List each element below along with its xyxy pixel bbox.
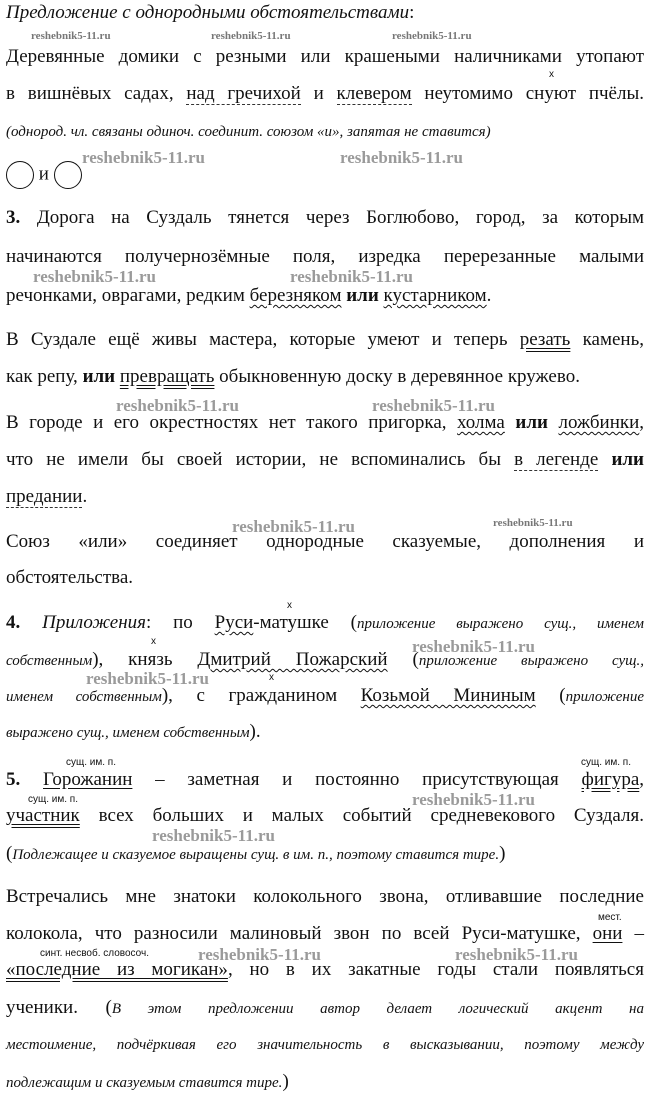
text: в вишнёвых садах,: [6, 83, 187, 104]
note: собственным: [6, 653, 93, 669]
text: колокола, что разносили малиновый звон по всей Руси-матушке,: [6, 923, 593, 944]
sec3-line-7: [6, 449, 644, 471]
sentence-1-line-2: [6, 83, 644, 105]
text: ): [282, 1071, 289, 1092]
appositive: Руси: [214, 612, 254, 633]
text: В городе и его окрестностях нет такого пригорка,: [6, 412, 458, 433]
marker-x: x: [269, 672, 274, 683]
marker-phrase: синт. несвоб. словосоч.: [40, 948, 149, 959]
text: : по: [145, 612, 215, 633]
appositive: Дмитрий Пожарский: [197, 649, 388, 670]
sec4-line-1: [6, 612, 644, 635]
homogeneous-predicate: резать: [519, 329, 571, 350]
conjunction: или: [611, 449, 644, 470]
conjunction: или: [346, 285, 379, 306]
watermark: reshebnik5-11.ru: [412, 637, 535, 656]
text: ), с гражданином: [161, 685, 361, 706]
section-1-heading: [6, 2, 414, 24]
watermark: reshebnik5-11.ru: [455, 945, 578, 964]
predicate: фигура: [581, 769, 640, 790]
section-1-title: Предложение с однородными обстоятельствами: [6, 2, 410, 23]
text: – заметная и постоянно присутствующая: [132, 769, 582, 790]
sec5-note: [6, 843, 505, 866]
section-4-number: 4.: [6, 612, 21, 633]
predicate: «последние из могикан»: [6, 959, 228, 980]
schema: [6, 161, 82, 189]
note: подлежащим и сказуемым ставится тире.: [6, 1075, 283, 1091]
watermark: reshebnik5-11.ru: [33, 267, 156, 286]
sec3-line-8: [6, 486, 87, 508]
watermark: reshebnik5-11.ru: [493, 517, 573, 529]
text: -матушке (: [253, 612, 358, 633]
text: речонками, оврагами, редким: [6, 285, 250, 306]
text: [598, 449, 611, 470]
sec5-line-5: [6, 923, 644, 945]
watermark: reshebnik5-11.ru: [211, 30, 291, 42]
sec5-line-9: [6, 1071, 289, 1094]
marker-x: x: [151, 636, 156, 647]
text: ученики. (: [6, 997, 112, 1018]
text: обыкновенную доску в деревянное кружево.: [214, 366, 580, 387]
note: приложение выражено сущ., именем: [357, 616, 644, 632]
marker-noun-nom: сущ. им. п.: [28, 794, 78, 805]
marker-noun-nom: сущ. им. п.: [581, 757, 631, 768]
section-4-title: Приложения: [42, 612, 146, 633]
homogeneous-adverbial: предании: [6, 486, 83, 507]
homogeneous-predicate: превращать: [119, 366, 215, 387]
note: выражено сущ., именем собственным: [6, 725, 250, 741]
homogeneous-object: березняком: [249, 285, 342, 306]
watermark: reshebnik5-11.ru: [82, 148, 205, 167]
sec3-line-6: [6, 412, 644, 434]
text: , но в их закатные годы стали появляться: [227, 959, 644, 980]
homogeneous-adverbial: клевером: [336, 83, 412, 104]
text: ,: [639, 769, 645, 790]
sec3-line-1: [6, 207, 644, 229]
text: всех больших и малых событий средневекового Суздаля.: [79, 805, 644, 826]
text: ).: [249, 721, 261, 742]
sec5-line-7: [6, 997, 644, 1020]
sec3-line-5: [6, 366, 580, 388]
marker-x: x: [287, 600, 292, 611]
note: именем собственным: [6, 689, 162, 705]
schema-conjunction: и: [38, 163, 49, 185]
note: В этом предложении автор делает логический акцент на: [111, 1001, 644, 1017]
note: приложение: [565, 689, 644, 705]
conjunction: или: [82, 366, 116, 387]
text: и: [300, 83, 337, 104]
watermark: reshebnik5-11.ru: [31, 30, 111, 42]
subject: Горожанин: [43, 769, 133, 790]
sec4-line-3: [6, 685, 644, 708]
watermark: reshebnik5-11.ru: [198, 945, 321, 964]
sec5-line-1: [6, 769, 644, 791]
predicate: участник: [6, 805, 80, 826]
text: В Суздале ещё живы мастера, которые умеют и теперь: [6, 329, 520, 350]
watermark: reshebnik5-11.ru: [152, 826, 275, 845]
text: (: [387, 649, 419, 670]
marker-x: x: [549, 69, 554, 80]
conjunction: или: [515, 412, 548, 433]
text: как репу,: [6, 366, 83, 387]
marker-pronoun: мест.: [598, 912, 622, 923]
text: неутомимо снуют пчёлы.: [411, 83, 644, 104]
subject: они: [592, 923, 623, 944]
text: ): [499, 843, 506, 864]
watermark: reshebnik5-11.ru: [340, 148, 463, 167]
sec5-line-4: Встречались мне знатоки колокольного звона, отливавшие последние: [6, 886, 644, 907]
watermark: reshebnik5-11.ru: [232, 517, 355, 536]
sentence-1-line-1: Деревянные домики с резными или крашеными наличниками утопают: [6, 46, 644, 67]
watermark: reshebnik5-11.ru: [412, 790, 535, 809]
homogeneous-adverbial: в легенде: [514, 449, 599, 470]
sec5-line-6: [6, 959, 644, 981]
watermark: reshebnik5-11.ru: [392, 30, 472, 42]
text: ,: [639, 412, 645, 433]
text: (: [6, 843, 13, 864]
sec3-line-4: [6, 329, 644, 351]
text: Дорога на Суздаль тянется через Боглюбово, город, за которым: [20, 207, 644, 228]
sec3-conclusion-line-1: Союз «или» соединяет однородные сказуемые, дополнения и: [6, 531, 644, 552]
marker-noun-nom: сущ. им. п.: [66, 757, 116, 768]
text: [505, 412, 516, 433]
note: Подлежащее и сказуемое выращены сущ. в им. п., поэтому ставится тире.: [12, 847, 500, 863]
homogeneous-object: ложбинки: [558, 412, 640, 433]
text: –: [622, 923, 644, 944]
homogeneous-adverbial: над гречихой: [186, 83, 301, 104]
watermark: reshebnik5-11.ru: [290, 267, 413, 286]
text: (: [535, 685, 566, 706]
sentence-1-note: (однород. чл. связаны одиноч. соединит. союзом «и», запятая не ставится): [6, 124, 491, 140]
sec3-conclusion-line-2: обстоятельства.: [6, 567, 134, 588]
text: [20, 769, 43, 790]
homogeneous-object: кустарником: [383, 285, 487, 306]
text: ), князь: [92, 649, 198, 670]
watermark: reshebnik5-11.ru: [86, 669, 209, 688]
sec5-line-2: [6, 805, 644, 827]
circle-icon: [54, 161, 82, 189]
colon: :: [409, 2, 415, 23]
appositive: Козьмой Мининым: [360, 685, 536, 706]
sec3-line-3: [6, 285, 491, 307]
text: .: [82, 486, 88, 507]
circle-icon: [6, 161, 34, 189]
section-3-number: 3.: [6, 207, 21, 228]
text: .: [486, 285, 492, 306]
sec5-line-8: местоимение, подчёркивая его значительность в высказывании, поэтому между: [6, 1037, 644, 1053]
note: приложение выражено сущ.,: [418, 653, 644, 669]
homogeneous-object: холма: [457, 412, 505, 433]
text: что не имели бы своей истории, не вспоминались бы: [6, 449, 515, 470]
sec4-line-4: [6, 721, 261, 744]
sec3-line-2: начинаются получернозёмные поля, изредка перерезанные малыми: [6, 246, 644, 267]
text: камень,: [570, 329, 644, 350]
watermark: reshebnik5-11.ru: [116, 396, 239, 415]
watermark: reshebnik5-11.ru: [372, 396, 495, 415]
section-5-number: 5.: [6, 769, 21, 790]
text: [548, 412, 559, 433]
